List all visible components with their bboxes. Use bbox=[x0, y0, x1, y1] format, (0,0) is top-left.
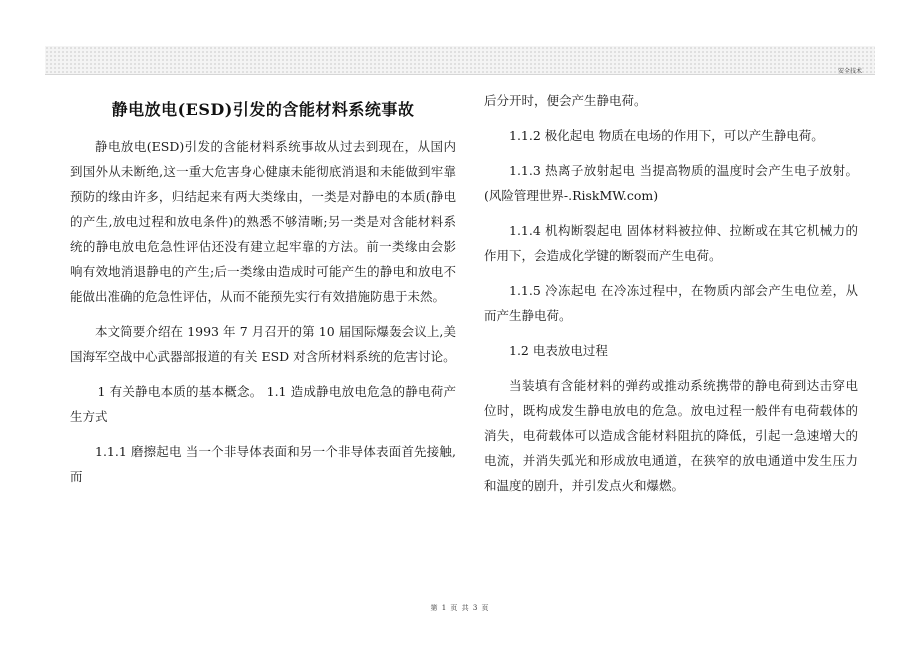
paragraph-continuation: 后分开时，便会产生静电荷。 bbox=[484, 93, 647, 108]
section-heading-1: 1 有关静电本质的基本概念。 1.1 造成静电放电危急的静电荷产生方式 bbox=[70, 384, 456, 424]
paragraph-1-1-5: 1.1.5 冷冻起电 在冷冻过程中，在物质内部会产生电位差，从而产生静电荷。 bbox=[484, 283, 858, 323]
header-label: 安全技术 bbox=[837, 68, 862, 75]
page-number: 第 1 页 共 3 页 bbox=[430, 604, 490, 612]
section-heading-1-2: 1.2 电表放电过程 bbox=[509, 343, 608, 358]
paragraph-intro: 静电放电(ESD)引发的含能材料系统事故从过去到现在，从国内到国外从未断绝,这一重大危害身心健康未能彻底消退和未能做到牢靠预防的缘由许多，归结起来有两大类缘由，一类是对静电的本质(静电的产生,放电过程和放电条件)的熟悉不够清晰;另一类是对含能材料系统的静电放电危急性评估还没有建立起牢靠的方法。前一类缘由会影响有效地消退静电的产生;后一类缘由造成时可能产生的静电和放电不能做出准确的危急性评估，从而不能预先实行有效措施防患于未然。 bbox=[70, 139, 456, 304]
paragraph-1-1-1: 1.1.1 磨擦起电 当一个非导体表面和另一个非导体表面首先接触,而 bbox=[70, 444, 456, 484]
header-band bbox=[45, 46, 875, 74]
document-title: 静电放电(ESD)引发的含能材料系统事故 bbox=[111, 100, 415, 119]
paragraph-summary: 本文简要介绍在 1993 年 7 月召开的第 10 届国际爆轰会议上,美国海军空战中心武器部报道的有关 ESD 对含所材料系统的危害讨论。 bbox=[70, 324, 456, 364]
paragraph-1-1-3: 1.1.3 热离子放射起电 当提高物质的温度时会产生电子放射。(风险管理世界-.RiskMW.com) bbox=[484, 163, 858, 203]
paragraph-1-1-2: 1.1.2 极化起电 物质在电场的作用下，可以产生静电荷。 bbox=[509, 128, 824, 143]
paragraph-1-1-4: 1.1.4 机构断裂起电 固体材料被拉伸、拉断或在其它机械力的作用下，会造成化学键的断裂而产生电荷。 bbox=[484, 223, 858, 263]
right-column bbox=[484, 88, 858, 498]
left-column bbox=[70, 97, 456, 489]
header-divider bbox=[45, 74, 875, 75]
paragraph-1-2: 当装填有含能材料的弹药或推动系统携带的静电荷到达击穿电位时，既构成发生静电放电的危急。放电过程一般伴有电荷载体的消失，电荷载体可以造成含能材料阻抗的降低，引起一急速增大的电流，并消失弧光和形成放电通道，在狭窄的放电通道中发生压力和温度的剧升，并引发点火和爆燃。 bbox=[484, 378, 858, 493]
